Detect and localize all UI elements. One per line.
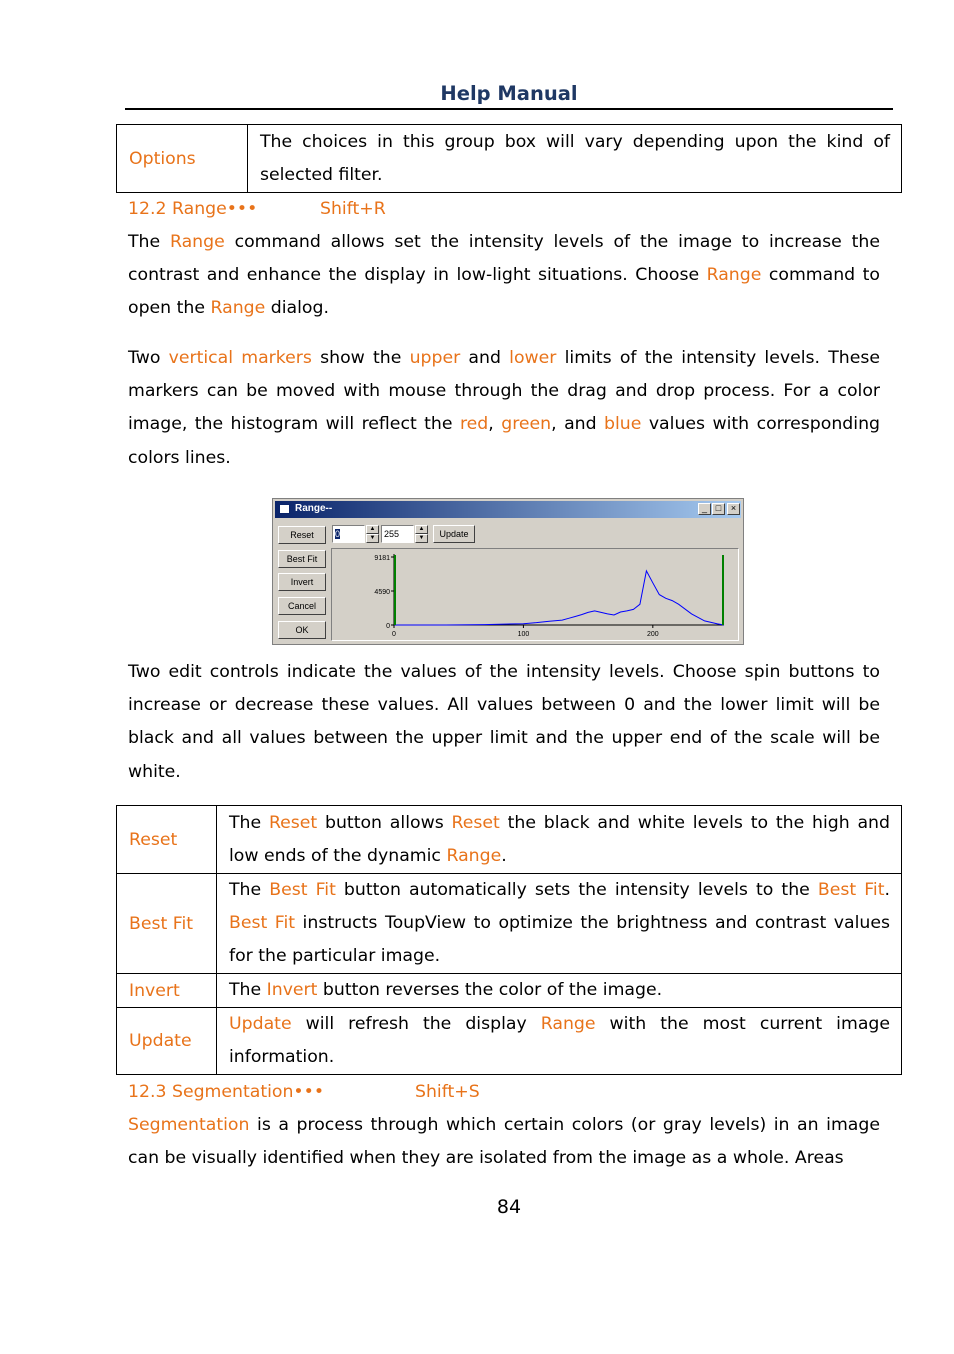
invert-label: Invert bbox=[129, 980, 180, 1001]
range-dialog bbox=[272, 498, 744, 645]
x-tick-label: 0 bbox=[392, 631, 396, 638]
section-heading-12-3: 12.3 Segmentation••• bbox=[128, 1082, 325, 1102]
spin-down-icon[interactable]: ▼ bbox=[366, 534, 379, 543]
buttons-table bbox=[116, 805, 902, 1075]
histogram-series-line bbox=[394, 571, 724, 625]
paragraph-edit-controls: Two edit controls indicate the values of the intensity levels. Choose spin buttons to increase or decrease these values. All values between 0 and the lower limit will be black and all values between the upper limit and the upper end of the scale will be white. bbox=[128, 662, 880, 782]
reset-button[interactable]: Reset bbox=[278, 526, 326, 544]
update-button[interactable]: Update bbox=[433, 525, 475, 543]
minimize-icon[interactable]: _ bbox=[698, 503, 711, 515]
shortcut-12-3: Shift+S bbox=[415, 1082, 480, 1102]
spin-up-icon[interactable]: ▲ bbox=[366, 525, 379, 534]
dialog-titlebar[interactable] bbox=[275, 501, 741, 518]
histogram-chart bbox=[332, 549, 738, 640]
invert-description: The Invert button reverses the color of the image. bbox=[229, 980, 663, 1000]
cancel-button[interactable]: Cancel bbox=[278, 597, 326, 615]
section-heading-12-2: 12.2 Range••• bbox=[128, 199, 258, 219]
x-tick-label: 200 bbox=[646, 631, 659, 638]
update-label: Update bbox=[129, 1031, 192, 1051]
best-fit-button[interactable]: Best Fit bbox=[278, 550, 326, 568]
table-row bbox=[117, 874, 902, 974]
paragraph-segmentation: Segmentation is a process through which certain colors (or gray levels) in an image can be visually identified when they are isolated from the image as a whole. Areas bbox=[128, 1115, 880, 1169]
header-rule bbox=[125, 108, 893, 110]
page-header-title: Help Manual bbox=[440, 82, 578, 105]
upper-value-spinner[interactable] bbox=[415, 525, 428, 543]
best-fit-description: The Best Fit button automatically sets the intensity levels to the Best Fit. Best Fit instructs ToupView to optimize the brightness and contrast values for the particular image. bbox=[229, 880, 890, 966]
spin-down-icon[interactable]: ▼ bbox=[415, 534, 428, 543]
lower-value-input[interactable]: 0 bbox=[332, 525, 365, 543]
close-icon[interactable]: × bbox=[727, 503, 740, 515]
upper-value-input[interactable]: 255 bbox=[381, 525, 414, 543]
lower-value-spinner[interactable] bbox=[366, 525, 379, 543]
paragraph-range-intro: The Range command allows set the intensity levels of the image to increase the contrast and enhance the display in low-light situations. Choose Range command to open the Range dialog. bbox=[128, 232, 880, 319]
window-icon bbox=[279, 504, 290, 514]
maximize-icon[interactable]: □ bbox=[712, 503, 725, 515]
reset-description: The Reset button allows Reset the black and white levels to the high and low ends of the dynamic Range. bbox=[229, 812, 890, 866]
table-row bbox=[117, 806, 902, 874]
options-label: Options bbox=[129, 148, 196, 169]
y-tick-label: 0 bbox=[386, 623, 390, 630]
page-number: 84 bbox=[496, 1196, 522, 1218]
options-table bbox=[116, 124, 902, 193]
invert-button[interactable]: Invert bbox=[278, 573, 326, 591]
table-row bbox=[117, 125, 902, 193]
table-row bbox=[117, 1008, 902, 1075]
dialog-title: Range-- bbox=[295, 503, 333, 514]
x-tick-label: 100 bbox=[517, 631, 530, 638]
paragraph-markers: Two vertical markers show the upper and lower limits of the intensity levels. These markers can be moved with mouse through the drag and drop process. For a color image, the histogram will reflect the red, green, and blue values with corresponding colors lines. bbox=[128, 348, 880, 468]
update-description: Update will refresh the display Range with the most current image information. bbox=[229, 1014, 891, 1067]
shortcut-12-2: Shift+R bbox=[320, 199, 386, 219]
table-row bbox=[117, 974, 902, 1008]
y-tick-label: 4590 bbox=[374, 589, 390, 597]
best-fit-label: Best Fit bbox=[129, 913, 194, 934]
ok-button[interactable]: OK bbox=[278, 621, 326, 639]
reset-label: Reset bbox=[129, 829, 178, 850]
histogram-panel bbox=[331, 548, 739, 641]
y-tick-label: 9181 bbox=[374, 555, 390, 562]
options-description: The choices in this group box will vary depending upon the kind of selected filter. bbox=[260, 131, 890, 185]
spin-up-icon[interactable]: ▲ bbox=[415, 525, 428, 534]
